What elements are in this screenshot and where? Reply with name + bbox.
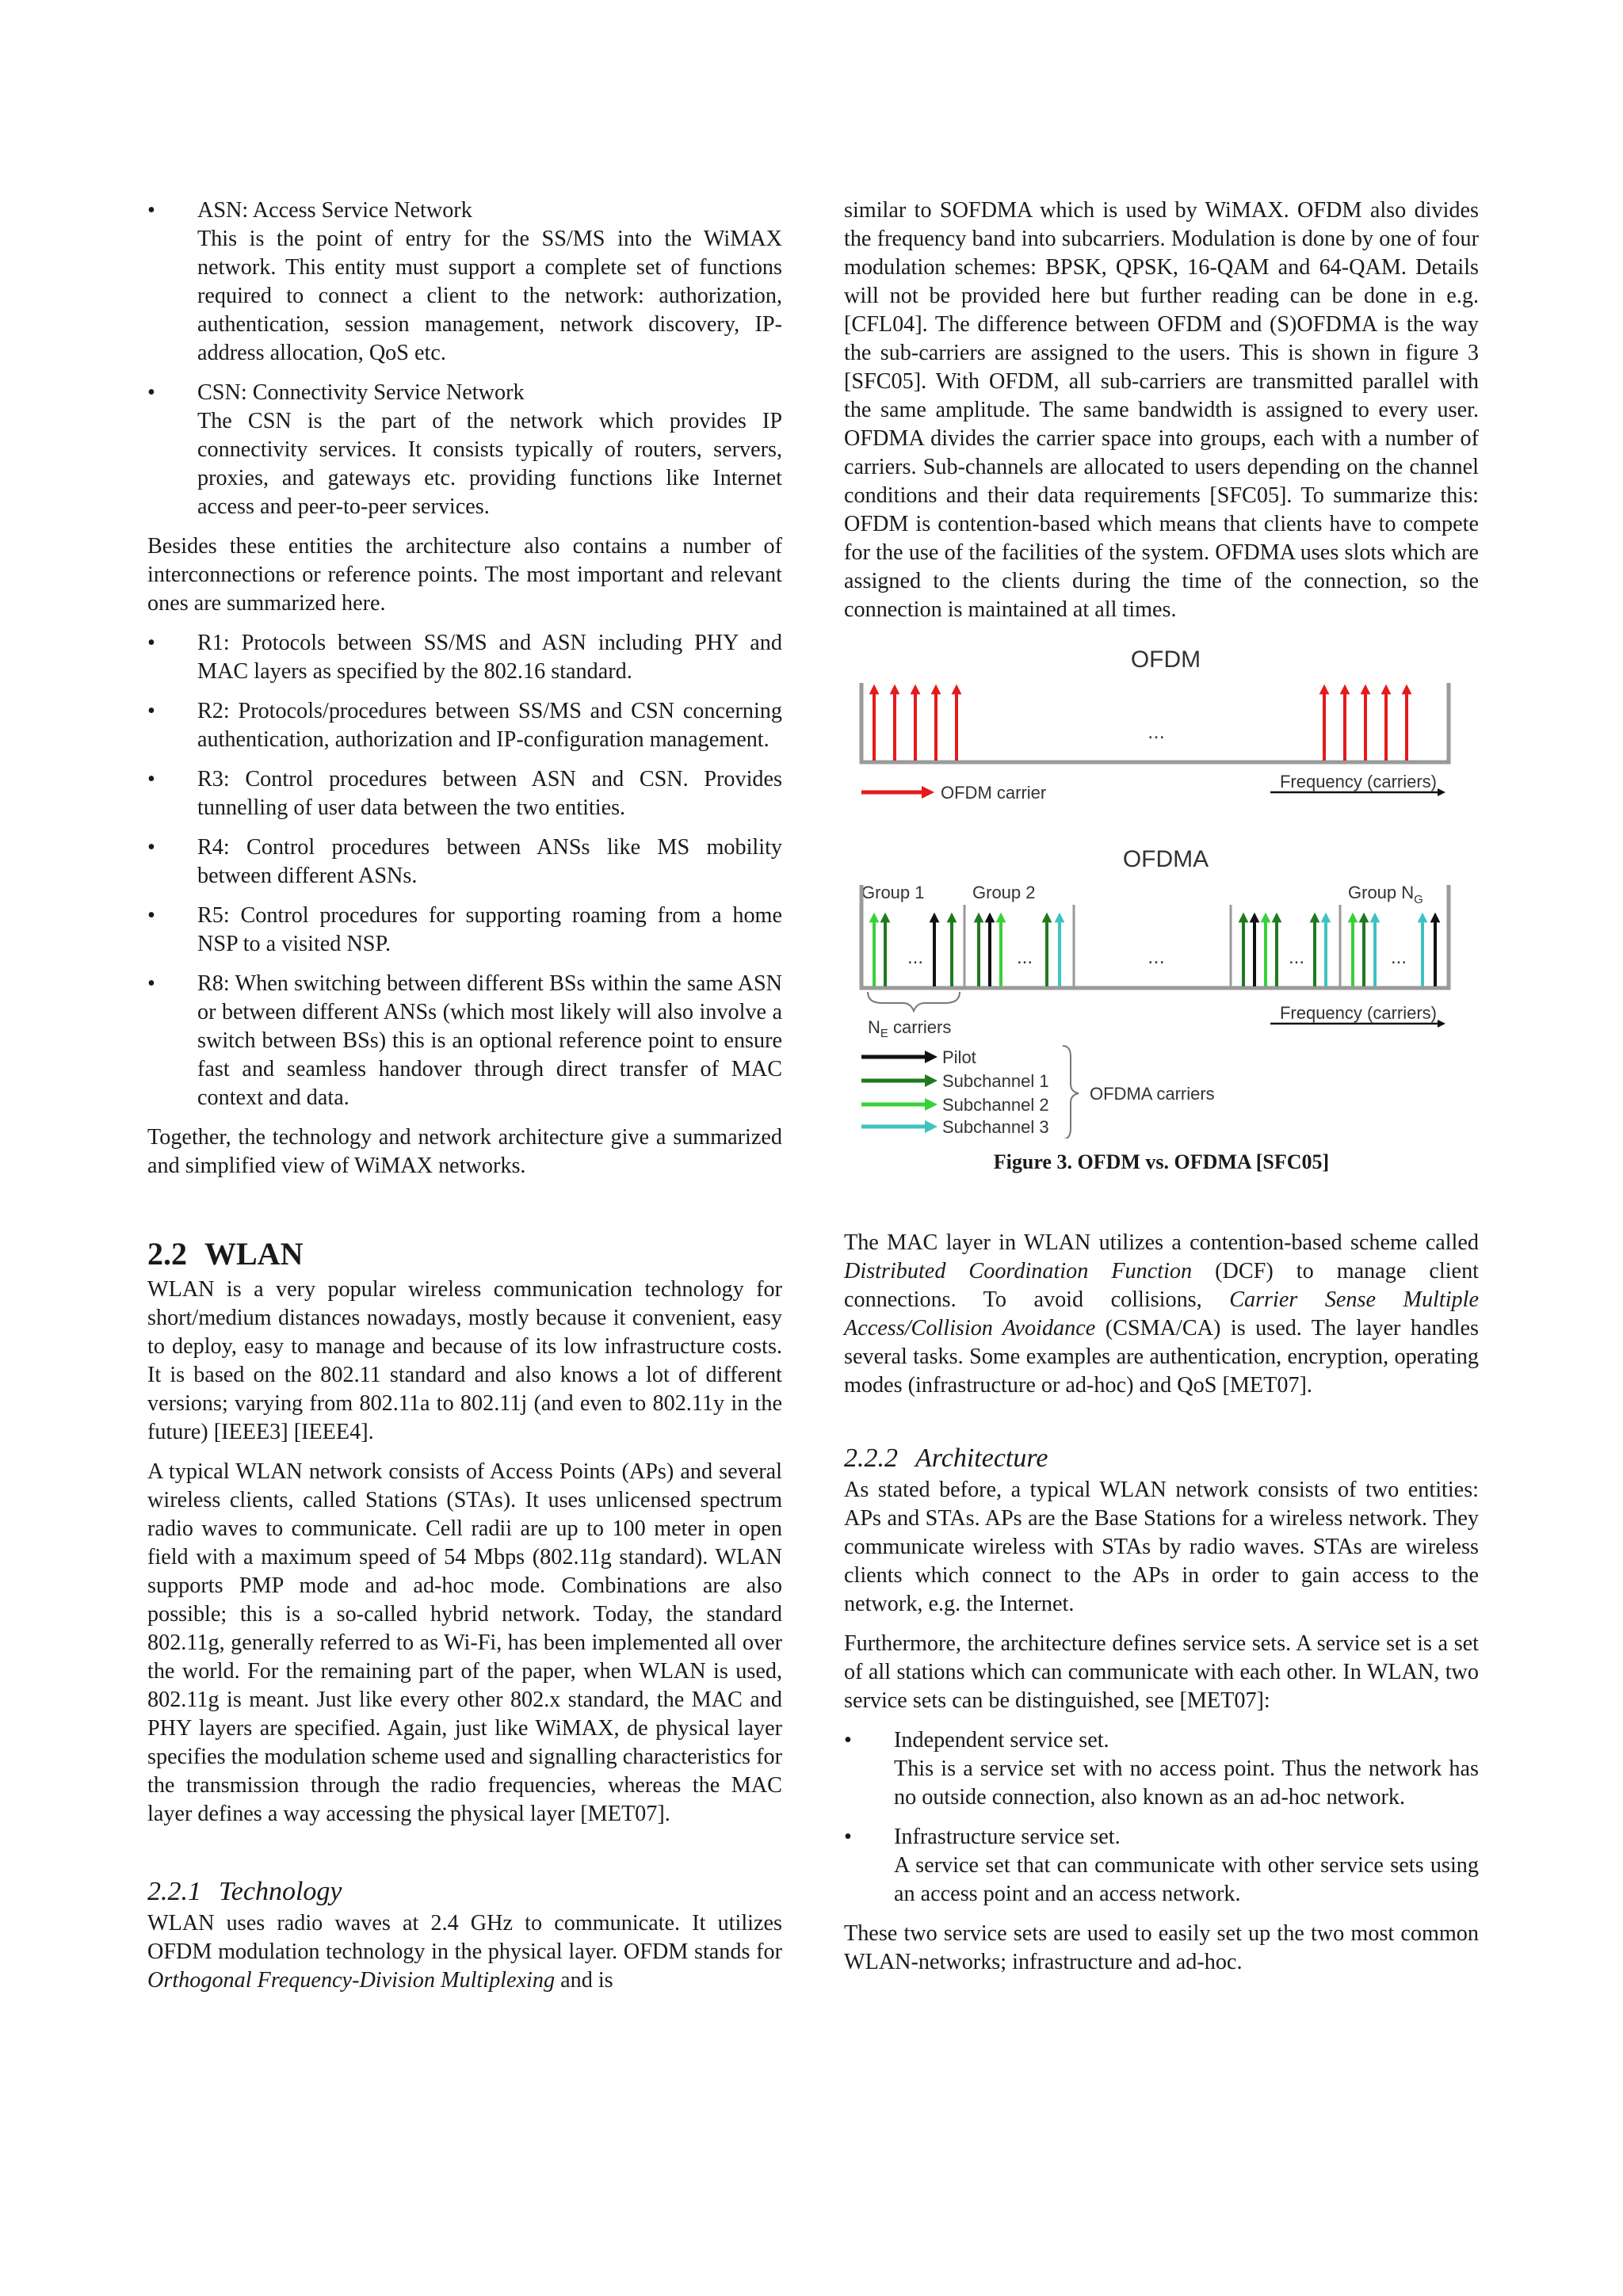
bullet-text: R4: Control procedures between ANSs like MS mobility between different ASNs. xyxy=(197,835,782,888)
bullet-text: The CSN is the part of the network which provides IP connectivity services. It consists typically of routers, servers, proxies, and gateways etc. providing functions like Internet access and peer-to-peer services. xyxy=(197,409,782,519)
group-n-label xyxy=(1348,883,1423,906)
ne-prefix: N xyxy=(868,1017,880,1037)
bullet-dot: • xyxy=(844,1825,852,1849)
bullet-asn xyxy=(147,196,782,368)
paragraph-wlan-intro: WLAN is a very popular wireless communication technology for short/medium distances nowadays, mostly because it convenient, easy to deploy, easy to manage and because of its low infrastructure costs. It is based on the 802.11 standard and also knows a lot of different versions; varying from 802.11a to 802.11j (and even to 802.11y in the future) [IEEE3] [IEEE4]. xyxy=(147,1277,782,1444)
ofdm-title: OFDM xyxy=(1130,646,1201,673)
paragraph-architecture-3: These two service sets are used to easily set up the two most common WLAN-networks; infrastructure and ad-hoc. xyxy=(844,1921,1479,1974)
legend-subchannel-3-label: Subchannel 3 xyxy=(942,1117,1049,1137)
ne-suffix: carriers xyxy=(888,1017,952,1037)
text-emphasis: Carrier Sense Multiple Access/Collision Avoidance xyxy=(844,1287,1479,1341)
group-2-label: Group 2 xyxy=(972,883,1036,902)
bullet-independent-service-set xyxy=(844,1726,1479,1812)
ofdm-carriers-right xyxy=(1324,689,1407,761)
subsection-number: 2.2.1 xyxy=(147,1877,201,1906)
subsection-heading-technology xyxy=(147,1876,782,1908)
ofdma-carriers-label: OFDMA carriers xyxy=(1090,1084,1215,1104)
right-column xyxy=(844,196,1479,1988)
bullet-r1 xyxy=(147,629,782,686)
paragraph-together: Together, the technology and network architecture give a summarized and simplified view of WiMAX networks. xyxy=(147,1125,782,1178)
bullet-text: This is a service set with no access point. Thus the network has no outside connection, also known as an ad-hoc network. xyxy=(894,1756,1479,1810)
paragraph-architecture-2: Furthermore, the architecture defines service sets. A service set is a set of all stations which can communicate with each other. In WLAN, two service sets can be distinguished, see [MET07]: xyxy=(844,1631,1479,1713)
section-title: WLAN xyxy=(204,1236,304,1272)
group-penultimate-ellipsis: ... xyxy=(1288,947,1305,968)
ofdm-ellipsis: ... xyxy=(1148,719,1165,743)
bullet-dot: • xyxy=(147,631,155,655)
ofdma-title: OFDMA xyxy=(1122,846,1209,872)
subsection-heading-architecture xyxy=(844,1443,1479,1474)
bullet-text: This is the point of entry for the SS/MS into the WiMAX network. This entity must support a complete set of functions required to connect a client to the network: authorization, authentication, session management, network discovery, IP-address allocation, QoS etc. xyxy=(197,227,782,365)
text-run: (DCF) to manage client connections. To avoid collisions, xyxy=(844,1259,1479,1312)
bullet-csn xyxy=(147,379,782,521)
ofdma-legend xyxy=(861,1057,931,1127)
ofdm-carriers-left xyxy=(874,689,957,761)
bullet-dot: • xyxy=(147,835,155,860)
bullet-title: ASN: Access Service Network xyxy=(197,198,472,223)
group-n-text: Group N xyxy=(1348,883,1415,902)
group-1-ellipsis: ... xyxy=(907,947,924,968)
subsection-number: 2.2.2 xyxy=(844,1444,898,1473)
bullet-text: R5: Control procedures for supporting roaming from a home NSP to a visited NSP. xyxy=(197,903,782,956)
bullet-title: Independent service set. xyxy=(894,1728,1109,1753)
bullet-r5 xyxy=(147,902,782,959)
ofdm-carrier-label: OFDM carrier xyxy=(941,783,1047,803)
bullet-r4 xyxy=(147,833,782,891)
ofdm-frequency-label: Frequency (carriers) xyxy=(1279,772,1437,791)
left-column xyxy=(147,196,782,2006)
text-emphasis: Orthogonal Frequency-Division Multiplexing xyxy=(147,1968,556,1993)
text-emphasis: Distributed Coordination Function xyxy=(844,1259,1193,1283)
ne-subscript: E xyxy=(880,1027,888,1040)
ne-carriers-label xyxy=(868,1017,951,1040)
bullet-text: R3: Control procedures between ASN and CSN. Provides tunnelling of user data between the two entities. xyxy=(197,767,782,820)
bullet-r8 xyxy=(147,970,782,1112)
bullet-text: R8: When switching between different BSs within the same ASN or between different ANSs (which most likely will also involve a switch between BSs) this is an optional reference point to ensure fast and seamless handover through direct transfer of MAC context and data. xyxy=(197,971,782,1110)
ofdma-frequency-label: Frequency (carriers) xyxy=(1279,1003,1437,1023)
bullet-r3 xyxy=(147,765,782,822)
bullet-dot: • xyxy=(147,971,155,996)
legend-subchannel-2-label: Subchannel 2 xyxy=(942,1095,1049,1115)
section-heading-wlan xyxy=(147,1236,782,1272)
paragraph-wlan-network: A typical WLAN network consists of Access Points (APs) and several wireless clients, called Stations (STAs). It uses unlicensed spectrum radio waves to communicate. Cell radii are up to 100 meter in open field with a maximum speed of 54 Mbps (802.11g standard). WLAN supports PMP mode and ad-hoc mode. Combinations are also possible; this is a so-called hybrid network. Today, the standard 802.11g, generally referred to as Wi-Fi, has been implemented all over the world. For the remaining part of the paper, when WLAN is used, 802.11g is meant. Just like every other 802.x standard, the MAC and PHY layers are specified. Again, just like WiMAX, de physical layer specifies the modulation scheme used and signalling characteristics for the transmission through the radio frequencies, whereas the MAC layer defines a way accessing the physical layer [MET07]. xyxy=(147,1459,782,1826)
bullet-dot: • xyxy=(147,198,155,223)
bullet-text: R1: Protocols between SS/MS and ASN including PHY and MAC layers as specified by the 802.16 standard. xyxy=(197,631,782,684)
ne-carriers-brace xyxy=(868,992,960,1011)
subsection-title: Technology xyxy=(219,1877,342,1906)
text-run: WLAN uses radio waves at 2.4 GHz to communicate. It utilizes OFDM modulation technology in the physical layer. OFDM stands for xyxy=(147,1911,782,1964)
bullet-dot: • xyxy=(147,699,155,723)
legend-pilot-label: Pilot xyxy=(942,1047,976,1067)
bullet-r2 xyxy=(147,697,782,754)
text-run: and is xyxy=(555,1968,613,1993)
bullet-title: CSN: Connectivity Service Network xyxy=(197,380,525,405)
text-run: (CSMA/CA) is used. The layer handles several tasks. Some examples are authentication, encryption, operating modes (infrastructure or ad-hoc) and QoS [MET07]. xyxy=(844,1316,1479,1398)
ofdma-group-penultimate xyxy=(1243,917,1326,986)
figure-caption: Figure 3. OFDM vs. OFDMA [SFC05] xyxy=(993,1150,1330,1173)
text-run: The MAC layer in WLAN utilizes a contention-based scheme called xyxy=(844,1230,1479,1255)
bullet-dot: • xyxy=(147,767,155,791)
figure-ofdm-vs-ofdma xyxy=(858,643,1476,1138)
subsection-title: Architecture xyxy=(915,1444,1048,1473)
legend-subchannel-1-label: Subchannel 1 xyxy=(942,1071,1049,1091)
group-2-ellipsis: ... xyxy=(1016,947,1033,968)
paragraph-architecture-1: As stated before, a typical WLAN network consists of two entities: APs and STAs. APs are the Base Stations for a wireless network. They communicate wireless with STAs by radio waves. STAs are wireless clients which connect to the APs in order to gain access to the network, e.g. the Internet. xyxy=(844,1478,1479,1616)
paragraph-ofdm: similar to SOFDMA which is used by WiMAX. OFDM also divides the frequency band into subcarriers. Modulation is done by one of four modulation schemes: BPSK, QPSK, 16-QAM and 64-QAM. Details will not be provided here but further reading can be done in e.g. [CFL04]. The difference between OFDM and (S)OFDMA is the way the sub-carriers are assigned to the users. This is shown in figure 3 [SFC05]. With OFDM, all sub-carriers are transmitted parallel with the same amplitude. The same bandwidth is assigned to every user. OFDMA divides the carrier space into groups, each with a number of carriers. Sub-channels are allocated to users depending on the channel conditions and their data requirements [SFC05]. To summarize this: OFDM is contention-based which means that clients have to compete for the use of the facilities of the system. OFDMA uses slots which are assigned to the clients during the time of the connection, so the connection is maintained at all times. xyxy=(844,198,1479,622)
bullet-dot: • xyxy=(147,903,155,928)
section-number: 2.2 xyxy=(147,1236,187,1272)
paragraph-mac-layer xyxy=(844,1229,1479,1400)
group-n-subscript: G xyxy=(1414,893,1423,906)
figure-diagram xyxy=(858,643,1476,1138)
bullet-dot: • xyxy=(844,1728,852,1753)
bullet-title: Infrastructure service set. xyxy=(894,1825,1121,1849)
paragraph-reference-points: Besides these entities the architecture also contains a number of interconnections or reference points. The most important and relevant ones are summarized here. xyxy=(147,534,782,616)
group-n-ellipsis: ... xyxy=(1390,947,1407,968)
legend-brace xyxy=(1063,1046,1079,1138)
bullet-text: R2: Protocols/procedures between SS/MS and CSN concerning authentication, authorization and IP-configuration management. xyxy=(197,699,782,752)
bullet-text: A service set that can communicate with other service sets using an access point and an access network. xyxy=(894,1853,1479,1906)
bullet-infrastructure-service-set xyxy=(844,1823,1479,1909)
bullet-dot: • xyxy=(147,380,155,405)
paragraph-technology xyxy=(147,1909,782,1995)
group-1-label: Group 1 xyxy=(861,883,925,902)
ofdma-ellipsis: ... xyxy=(1148,944,1165,968)
